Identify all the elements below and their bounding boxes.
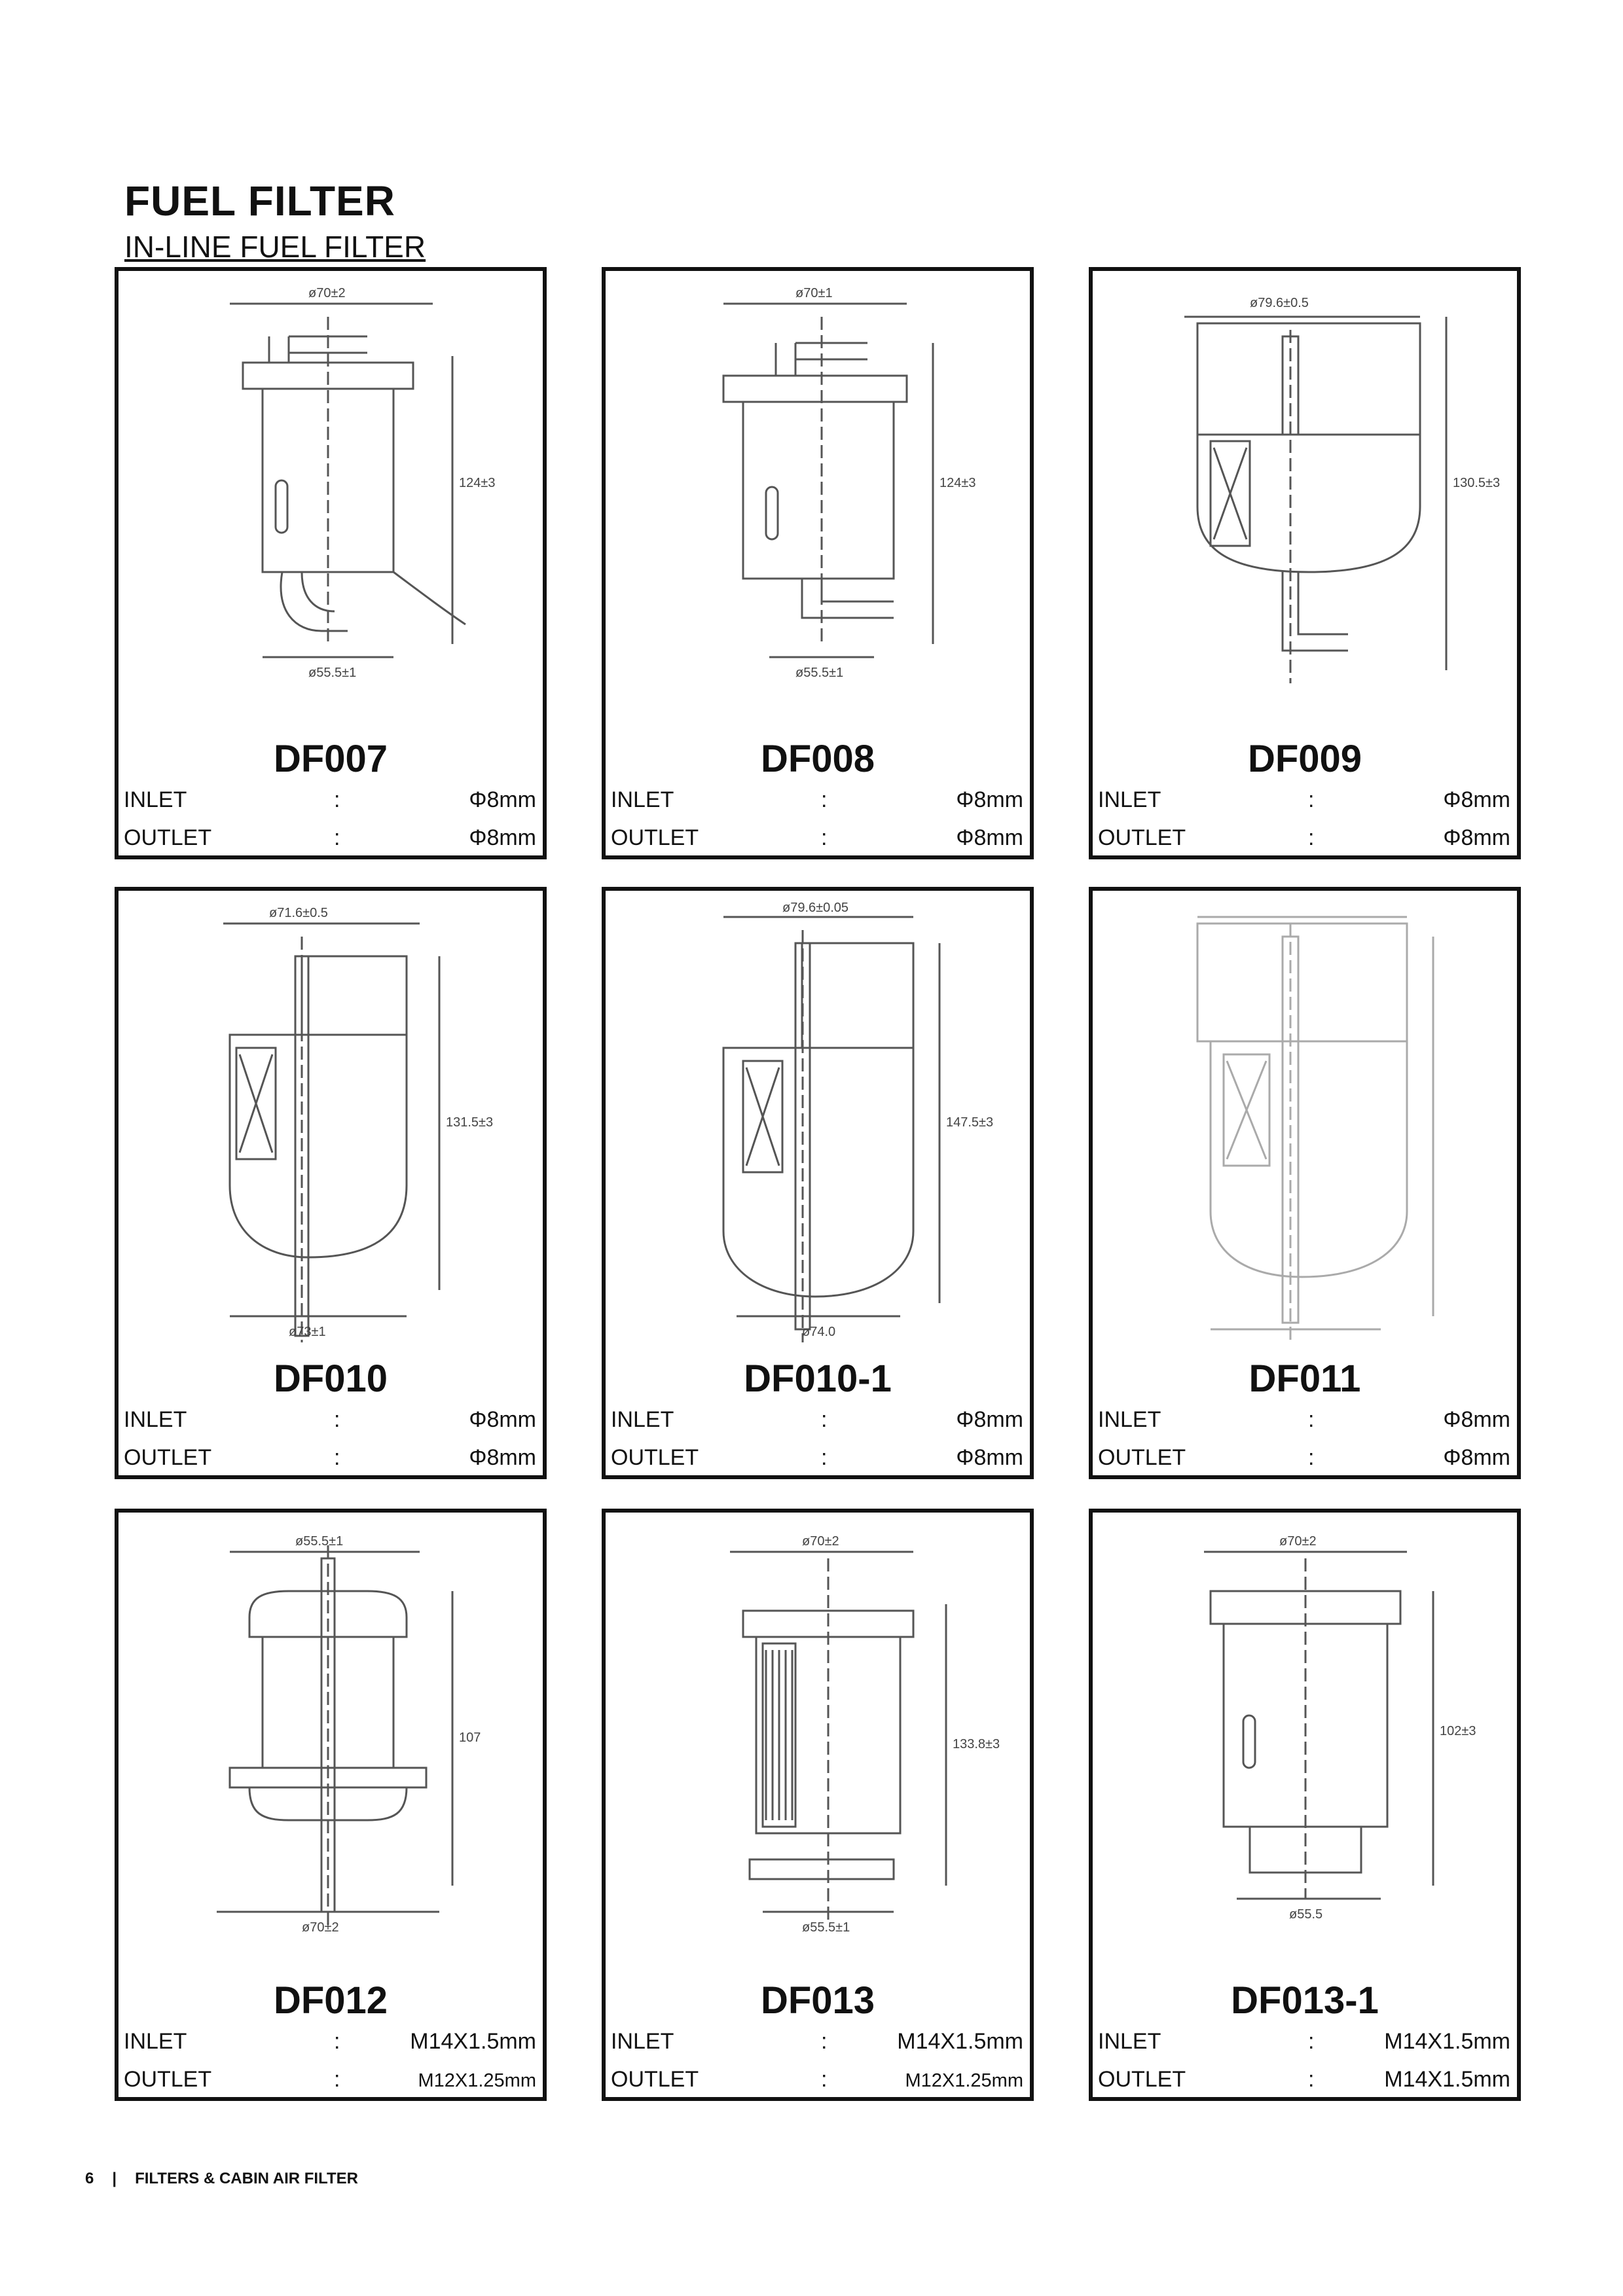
inlet-value: Φ8mm [1443, 1407, 1510, 1432]
outlet-value: Φ8mm [956, 825, 1023, 850]
separator: : [821, 2029, 828, 2054]
outlet-row [1095, 823, 1514, 857]
separator: : [334, 825, 340, 850]
dim-top-label: ø79.6±0.5 [1250, 296, 1309, 310]
outlet-row [608, 823, 1027, 857]
outlet-value: Φ8mm [1443, 825, 1510, 850]
dim-bottom-label: ø55.5±1 [795, 666, 844, 680]
filter-card-df007 [115, 267, 547, 859]
part-code: DF010 [273, 1357, 388, 1400]
dim-top-label: ø70±2 [802, 1534, 839, 1549]
outlet-value: Φ8mm [1443, 1445, 1510, 1470]
inlet-label: INLET [124, 787, 187, 812]
dim-top-label: ø71.6±0.5 [269, 906, 328, 920]
separator: : [1308, 825, 1315, 850]
inlet-row [1095, 1405, 1514, 1439]
dim-bottom-label: ø55.5 [1289, 1907, 1323, 1922]
dim-bottom-label: ø74.0 [802, 1325, 836, 1339]
inlet-label: INLET [1098, 1407, 1161, 1432]
outlet-value: M12X1.25mm [418, 2070, 536, 2091]
filter-drawing [619, 1519, 1017, 1977]
outlet-row [608, 2064, 1027, 2098]
page-footer: 6 | FILTERS & CABIN AIR FILTER [85, 2170, 358, 2187]
inlet-row [121, 1405, 540, 1439]
dim-top-label: ø70±1 [795, 286, 833, 300]
part-code: DF009 [1247, 738, 1362, 780]
dim-top-label: ø70±2 [1279, 1534, 1317, 1549]
inlet-value: M14X1.5mm [410, 2029, 536, 2054]
filter-card-df010-1 [602, 887, 1034, 1479]
filter-card-df012 [115, 1509, 547, 2101]
outlet-label: OUTLET [611, 2067, 699, 2092]
dim-height-label: 131.5±3 [446, 1115, 494, 1130]
outlet-label: OUTLET [1098, 825, 1186, 850]
dim-bottom-label: ø55.5±1 [802, 1920, 850, 1935]
page-number: 6 [85, 2170, 94, 2187]
inlet-value: Φ8mm [469, 787, 536, 812]
dim-top-label: ø79.6±0.05 [782, 901, 849, 915]
outlet-value: Φ8mm [469, 1445, 536, 1470]
part-code: DF011 [1249, 1357, 1361, 1400]
inlet-row [608, 2026, 1027, 2060]
inlet-row [1095, 785, 1514, 819]
separator: : [334, 1407, 340, 1432]
outlet-label: OUTLET [124, 1445, 212, 1470]
outlet-value: M14X1.5mm [1384, 2067, 1510, 2092]
outlet-value: Φ8mm [956, 1445, 1023, 1470]
separator: : [334, 787, 340, 812]
dim-top-label: ø70±2 [308, 286, 346, 300]
filter-drawing [1106, 897, 1504, 1355]
filter-card-df008 [602, 267, 1034, 859]
dim-bottom-label: ø70±2 [302, 1920, 339, 1935]
dim-bottom-label: ø55.5±1 [308, 666, 357, 680]
filter-drawing [619, 897, 1017, 1355]
filter-card-df011 [1089, 887, 1521, 1479]
filter-drawing [132, 897, 530, 1355]
part-code: DF013 [760, 1979, 875, 2022]
filter-card-df010 [115, 887, 547, 1479]
filter-drawing [1106, 1519, 1504, 1977]
separator: : [334, 2067, 340, 2092]
filter-card-df013-1 [1089, 1509, 1521, 2101]
outlet-label: OUTLET [611, 825, 699, 850]
part-code: DF007 [273, 738, 388, 780]
separator: : [1308, 787, 1315, 812]
inlet-value: Φ8mm [1443, 787, 1510, 812]
inlet-label: INLET [611, 2029, 674, 2054]
separator: : [1308, 2029, 1315, 2054]
outlet-value: Φ8mm [469, 825, 536, 850]
outlet-row [608, 1443, 1027, 1477]
separator: : [1308, 1407, 1315, 1432]
outlet-row [121, 1443, 540, 1477]
inlet-row [1095, 2026, 1514, 2060]
part-code: DF010-1 [744, 1357, 892, 1400]
outlet-label: OUTLET [124, 825, 212, 850]
outlet-label: OUTLET [124, 2067, 212, 2092]
page-title: FUEL FILTER [124, 177, 395, 224]
separator: : [821, 2067, 828, 2092]
outlet-label: OUTLET [1098, 1445, 1186, 1470]
inlet-value: M14X1.5mm [897, 2029, 1023, 2054]
dim-height-label: 124±3 [459, 476, 496, 490]
part-code: DF008 [760, 738, 875, 780]
outlet-row [121, 823, 540, 857]
inlet-value: Φ8mm [956, 787, 1023, 812]
dim-height-label: 107 [459, 1731, 481, 1745]
dim-height-label: 130.5±3 [1453, 476, 1501, 490]
separator: : [821, 825, 828, 850]
filter-drawing [132, 1519, 530, 1977]
inlet-value: Φ8mm [956, 1407, 1023, 1432]
footer-section: FILTERS & CABIN AIR FILTER [135, 2170, 358, 2187]
dim-height-label: 147.5±3 [946, 1115, 994, 1130]
inlet-label: INLET [124, 1407, 187, 1432]
outlet-label: OUTLET [611, 1445, 699, 1470]
inlet-value: Φ8mm [469, 1407, 536, 1432]
inlet-row [608, 785, 1027, 819]
outlet-label: OUTLET [1098, 2067, 1186, 2092]
inlet-row [608, 1405, 1027, 1439]
outlet-value: M12X1.25mm [905, 2070, 1023, 2091]
dim-top-label: ø55.5±1 [295, 1534, 344, 1549]
part-code: DF012 [273, 1979, 388, 2022]
separator: : [821, 787, 828, 812]
inlet-label: INLET [1098, 787, 1161, 812]
dim-height-label: 133.8±3 [953, 1737, 1000, 1751]
dim-bottom-label: ø73±1 [289, 1325, 326, 1339]
part-code: DF013-1 [1231, 1979, 1379, 2022]
inlet-row [121, 785, 540, 819]
filter-drawing [619, 278, 1017, 736]
separator: : [821, 1445, 828, 1470]
filter-drawing [1106, 278, 1504, 736]
dim-height-label: 102±3 [1440, 1724, 1476, 1738]
filter-card-df013 [602, 1509, 1034, 2101]
outlet-row [1095, 2064, 1514, 2098]
outlet-row [1095, 1443, 1514, 1477]
separator: : [1308, 2067, 1315, 2092]
outlet-row [121, 2064, 540, 2098]
filter-card-df009 [1089, 267, 1521, 859]
separator: : [334, 2029, 340, 2054]
inlet-label: INLET [611, 1407, 674, 1432]
filter-drawing [132, 278, 530, 736]
dim-height-label: 124±3 [939, 476, 976, 490]
separator: : [334, 1445, 340, 1470]
inlet-row [121, 2026, 540, 2060]
inlet-label: INLET [1098, 2029, 1161, 2054]
inlet-label: INLET [124, 2029, 187, 2054]
inlet-label: INLET [611, 787, 674, 812]
page-subtitle: IN-LINE FUEL FILTER [124, 230, 426, 264]
separator: : [1308, 1445, 1315, 1470]
separator: : [821, 1407, 828, 1432]
inlet-value: M14X1.5mm [1384, 2029, 1510, 2054]
